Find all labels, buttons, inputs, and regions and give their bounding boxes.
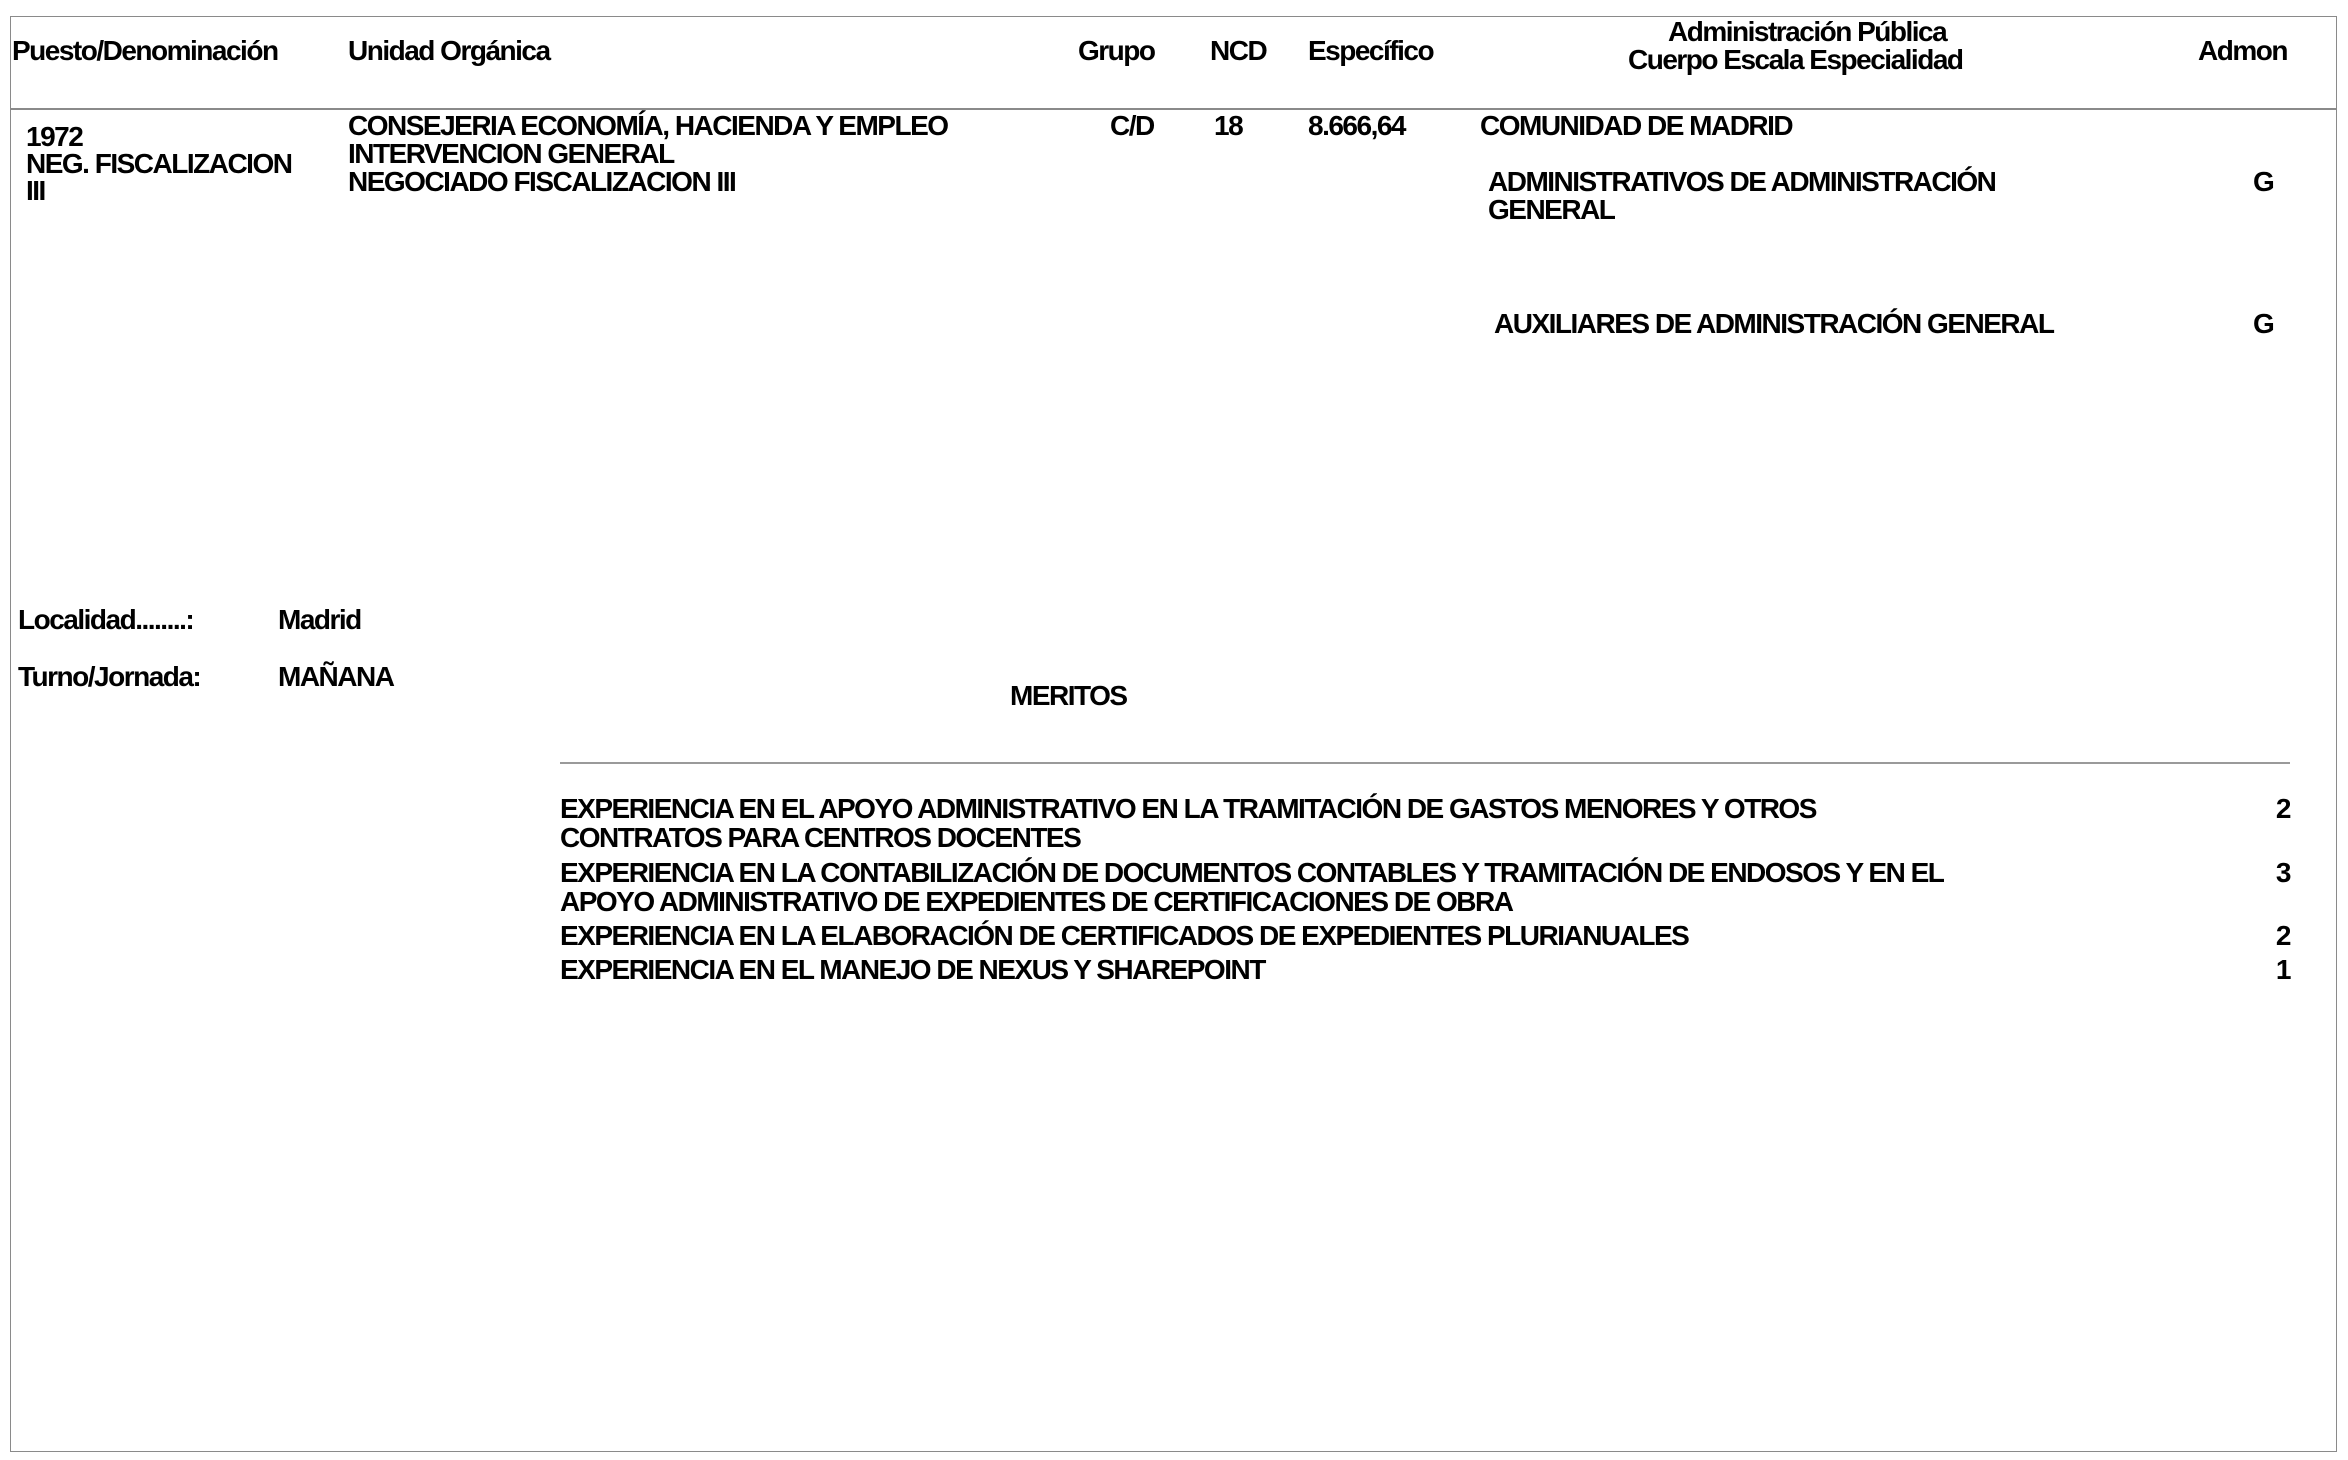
header-administracion-line1: Administración Pública <box>1668 16 1947 47</box>
turno-label: Turno/Jornada: <box>18 661 201 692</box>
header-especifico: Específico <box>1308 35 1434 66</box>
unidad-line3: NEGOCIADO FISCALIZACION III <box>348 166 736 197</box>
merit-item <box>560 794 2290 854</box>
header-unidad: Unidad Orgánica <box>348 35 550 66</box>
header-grupo: Grupo <box>1078 35 1155 66</box>
puesto-denominacion-line1: NEG. FISCALIZACION <box>26 148 292 179</box>
cuerpo-2-admon: G <box>2253 308 2274 339</box>
localidad-value: Madrid <box>278 604 361 635</box>
cuerpo-1-line1: ADMINISTRATIVOS DE ADMINISTRACIÓN <box>1488 166 1996 197</box>
especifico-value: 8.666,64 <box>1308 110 1405 141</box>
merit-points: 3 <box>2275 857 2290 888</box>
header-administracion-line2: Cuerpo Escala Especialidad <box>1628 44 1963 75</box>
meritos-title: MERITOS <box>1010 680 1127 711</box>
meritos-divider <box>560 762 2290 764</box>
document-frame <box>10 16 2337 1452</box>
merit-item <box>560 955 2290 985</box>
turno-value: MAÑANA <box>278 661 394 692</box>
grupo-value: C/D <box>1110 110 1154 141</box>
header-ncd: NCD <box>1210 35 1267 66</box>
header-admon: Admon <box>2198 35 2287 66</box>
cuerpo-1-admon: G <box>2253 166 2274 197</box>
ncd-value: 18 <box>1214 110 1243 141</box>
merit-text: EXPERIENCIA EN EL MANEJO DE NEXUS Y SHAREPOINT <box>560 954 1265 985</box>
unidad-line2: INTERVENCION GENERAL <box>348 138 674 169</box>
merit-item <box>560 858 2290 918</box>
header-puesto: Puesto/Denominación <box>12 35 278 66</box>
localidad-label: Localidad........: <box>18 604 194 635</box>
merit-text: EXPERIENCIA EN LA ELABORACIÓN DE CERTIFICADOS DE EXPEDIENTES PLURIANUALES <box>560 920 1689 951</box>
merit-points: 2 <box>2275 920 2290 951</box>
merit-item <box>560 921 2290 951</box>
merit-points: 1 <box>2275 954 2290 985</box>
unidad-line1: CONSEJERIA ECONOMÍA, HACIENDA Y EMPLEO <box>348 110 948 141</box>
merit-text: EXPERIENCIA EN EL APOYO ADMINISTRATIVO EN LA TRAMITACIÓN DE GASTOS MENORES Y OTROS CONTRATOS PARA CENTROS DOCENTES <box>560 793 1816 853</box>
merit-points: 2 <box>2275 793 2290 824</box>
merit-text: EXPERIENCIA EN LA CONTABILIZACIÓN DE DOCUMENTOS CONTABLES Y TRAMITACIÓN DE ENDOSOS Y EN EL APOYO ADMINISTRATIVO DE EXPEDIENTES DE CERTIFICACIONES DE OBRA <box>560 857 1943 917</box>
puesto-codigo: 1972 <box>26 121 83 152</box>
cuerpo-1-line2: GENERAL <box>1488 194 1615 225</box>
cuerpo-2-line1: AUXILIARES DE ADMINISTRACIÓN GENERAL <box>1494 308 2054 339</box>
administracion-value: COMUNIDAD DE MADRID <box>1480 110 1793 141</box>
puesto-denominacion-line2: III <box>26 175 45 206</box>
